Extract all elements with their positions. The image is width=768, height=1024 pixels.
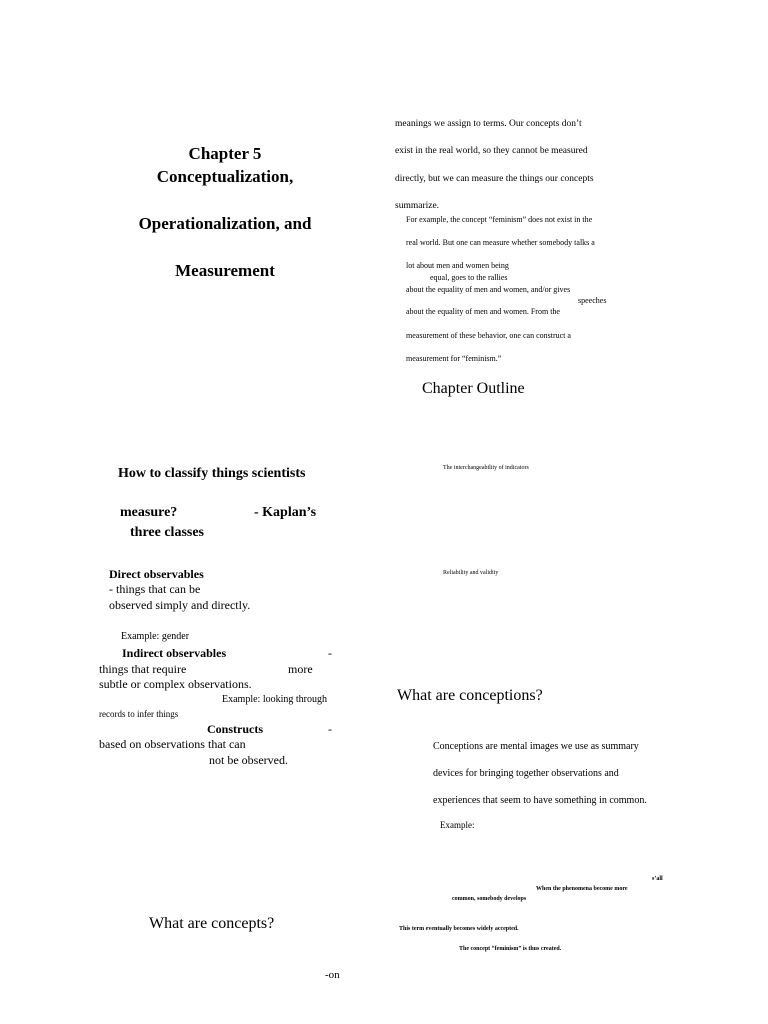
indirect-observables-desc: things that require bbox=[99, 662, 187, 676]
classify-heading-line1: How to classify things scientists bbox=[118, 466, 306, 481]
outline-item: Reliability and validity bbox=[443, 570, 499, 576]
direct-observables-label: Direct observables bbox=[109, 567, 204, 581]
page-footer-text: -on bbox=[325, 969, 340, 981]
direct-observables-desc: observed simply and directly. bbox=[109, 598, 251, 612]
outline-item: The interchangeability of indicators bbox=[443, 465, 529, 471]
conceptions-example-line: s’all bbox=[652, 876, 663, 882]
concept-text-line: meanings we assign to terms. Our concepts don’t bbox=[395, 119, 582, 129]
constructs-dash: - bbox=[328, 722, 332, 736]
chapter-title-line1: Conceptualization, bbox=[156, 167, 294, 186]
chapter-title-line2: Operationalization, and bbox=[138, 214, 312, 233]
direct-observables-desc: - things that can be bbox=[109, 582, 201, 596]
conceptions-example-line: This term eventually becomes widely accepted. bbox=[399, 926, 519, 932]
conceptions-example-line: The concept “feminism” is thus created. bbox=[459, 946, 562, 952]
chapter-number: Chapter 5 bbox=[188, 144, 262, 163]
concepts-heading: What are concepts? bbox=[149, 915, 275, 932]
conceptions-example-label: Example: bbox=[440, 820, 475, 830]
constructs-desc: based on observations that can bbox=[99, 737, 246, 751]
chapter-title-line3: Measurement bbox=[175, 261, 275, 280]
concept-text-line: summarize. bbox=[395, 201, 440, 211]
concept-text-line: exist in the real world, so they cannot be measured bbox=[395, 146, 588, 156]
indirect-observables-desc: subtle or complex observations. bbox=[99, 677, 252, 691]
constructs-desc: not be observed. bbox=[209, 753, 288, 767]
direct-observables-example: Example: gender bbox=[121, 631, 190, 642]
indirect-observables-dash: - bbox=[328, 646, 332, 660]
classify-heading-line2b: - Kaplan’s bbox=[254, 505, 317, 520]
example-text-line: equal, goes to the rallies bbox=[430, 273, 508, 282]
indirect-observables-example: records to infer things bbox=[99, 709, 179, 719]
chapter-outline-heading: Chapter Outline bbox=[422, 380, 525, 397]
indirect-observables-desc: more bbox=[288, 662, 313, 676]
example-text-line: about the equality of men and women. From the bbox=[406, 307, 560, 316]
indirect-observables-label: Indirect observables bbox=[122, 646, 227, 660]
conceptions-text-line: experiences that seem to have something in common. bbox=[433, 795, 647, 806]
example-text-line: real world. But one can measure whether somebody talks a bbox=[406, 238, 595, 247]
constructs-label: Constructs bbox=[207, 722, 263, 736]
classify-heading-line3: three classes bbox=[130, 525, 204, 540]
example-text-line: For example, the concept “feminism” does not exist in the bbox=[406, 215, 593, 224]
conceptions-example-line: common, somebody develops bbox=[452, 896, 527, 902]
conceptions-text-line: Conceptions are mental images we use as summary bbox=[433, 741, 639, 752]
example-text-line: about the equality of men and women, and/or gives bbox=[406, 285, 571, 294]
example-text-line: measurement of these behavior, one can construct a bbox=[406, 331, 571, 340]
conceptions-heading: What are conceptions? bbox=[397, 687, 543, 704]
indirect-observables-example: Example: looking through bbox=[222, 694, 327, 705]
concept-text-line: directly, but we can measure the things our concepts bbox=[395, 174, 594, 184]
conceptions-example-line: When the phenomena become more bbox=[536, 886, 628, 892]
example-text-line: speeches bbox=[578, 296, 607, 305]
example-text-line: lot about men and women being bbox=[406, 261, 509, 270]
classify-heading-line2a: measure? bbox=[120, 505, 178, 520]
example-text-line: measurement for “feminism.” bbox=[406, 354, 502, 363]
conceptions-text-line: devices for bringing together observations and bbox=[433, 768, 619, 779]
